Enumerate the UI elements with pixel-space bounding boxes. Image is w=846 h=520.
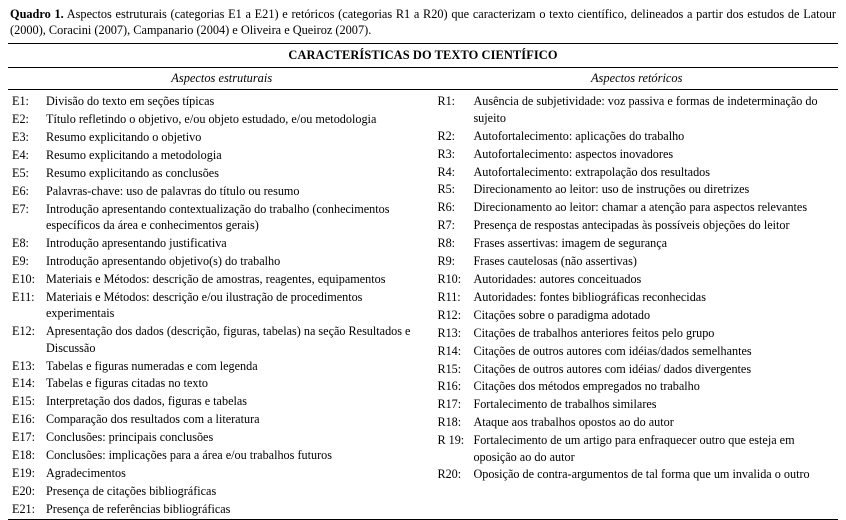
row-code: R3: <box>437 146 456 161</box>
row-text: Materiais e Métodos: descrição e/ou ilustração de procedimentos experimentais <box>46 289 363 321</box>
table-row <box>12 271 435 287</box>
table-row <box>12 93 435 109</box>
row-code: R8: <box>437 236 456 251</box>
row-code: R9: <box>437 254 456 269</box>
row-code: E4: <box>12 148 29 163</box>
row-text: Introdução apresentando objetivo(s) do trabalho <box>46 254 281 269</box>
row-text: Oposição de contra-argumentos de tal forma que um invalida o outro <box>473 467 810 482</box>
row-code: E8: <box>12 236 29 251</box>
row-text: Frases cautelosas (não assertivas) <box>473 254 637 269</box>
row-code: E15: <box>12 394 36 409</box>
table-row <box>437 217 838 233</box>
row-text: Resumo explicitando as conclusões <box>46 166 219 181</box>
row-code: R15: <box>437 361 462 376</box>
table-row <box>12 323 435 356</box>
row-text: Agradecimentos <box>46 465 126 480</box>
table-row <box>12 447 435 463</box>
table-row <box>437 93 838 126</box>
column-header-rhetorical: Aspectos retóricos <box>590 71 683 86</box>
row-text: Fortalecimento de um artigo para enfraquecer outro que esteja em oposição ao do autor <box>473 433 795 464</box>
table-caption <box>10 6 836 38</box>
row-code: R2: <box>437 128 456 143</box>
row-text: Comparação dos resultados com a literatura <box>46 412 260 427</box>
row-text: Presença de referências bibliográficas <box>46 501 231 516</box>
row-text: Ausência de subjetividade: voz passiva e formas de indeterminação do sujeito <box>473 94 818 125</box>
row-code: E3: <box>12 130 29 145</box>
table-row <box>12 183 435 199</box>
row-code: E18: <box>12 448 36 463</box>
table-row <box>12 253 435 269</box>
row-code: R14: <box>437 343 462 358</box>
row-text: Divisão do texto em seções típicas <box>46 94 215 109</box>
table-row <box>437 307 838 323</box>
row-text: Citações de trabalhos anteriores feitos pelo grupo <box>473 325 715 340</box>
row-code: R12: <box>437 307 462 322</box>
row-code: R20: <box>437 467 462 482</box>
table-row <box>437 325 838 341</box>
table-row <box>437 289 838 305</box>
row-text: Autofortalecimento: extrapolação dos resultados <box>473 164 710 179</box>
row-text: Citações dos métodos empregados no trabalho <box>473 379 700 394</box>
table-row <box>437 378 838 394</box>
table-row <box>12 235 435 251</box>
table-row <box>437 271 838 287</box>
row-text: Palavras-chave: uso de palavras do título ou resumo <box>46 183 300 198</box>
table-row <box>437 235 838 251</box>
row-text: Direcionamento ao leitor: uso de instruções ou diretrizes <box>473 182 750 197</box>
row-code: R7: <box>437 218 456 233</box>
row-text: Resumo explicitando a metodologia <box>46 148 222 163</box>
row-text: Autofortalecimento: aspectos inovadores <box>473 146 674 161</box>
row-code: E17: <box>12 430 36 445</box>
row-text: Citações sobre o paradigma adotado <box>473 307 651 322</box>
row-code: R 19: <box>437 433 465 448</box>
row-code: R5: <box>437 182 456 197</box>
table-row <box>437 466 838 482</box>
row-code: E9: <box>12 254 29 269</box>
row-text: Materiais e Métodos: descrição de amostras, reagentes, equipamentos <box>46 272 386 286</box>
table-row <box>12 429 435 445</box>
table-row <box>437 396 838 412</box>
table-row <box>12 147 435 163</box>
row-code: R10: <box>437 272 462 286</box>
table-row <box>437 181 838 197</box>
row-text: Citações de outros autores com idéias/ dados divergentes <box>473 361 752 376</box>
row-code: E20: <box>12 483 36 498</box>
row-text: Tabelas e figuras numeradas e com legenda <box>46 358 258 373</box>
characteristics-table <box>8 43 838 519</box>
row-text: Resumo explicitando o objetivo <box>46 130 202 145</box>
table-row <box>437 146 838 162</box>
table-row <box>437 432 838 465</box>
row-code: R17: <box>437 397 462 412</box>
table-row <box>12 375 435 391</box>
table-row <box>12 129 435 145</box>
row-text: Introdução apresentando contextualização do trabalho (conhecimentos específicos da área e conhecimentos gerais) <box>46 201 390 233</box>
column-rhetorical <box>435 93 838 484</box>
row-code: E7: <box>12 201 29 216</box>
row-text: Fortalecimento de trabalhos similares <box>473 397 657 412</box>
table-row <box>12 411 435 427</box>
table-row <box>437 128 838 144</box>
row-code: E21: <box>12 501 36 516</box>
table-row <box>12 165 435 181</box>
table-row <box>12 501 435 517</box>
table-column-headers <box>8 68 838 90</box>
row-text: Ataque aos trabalhos opostos ao do autor <box>473 415 674 430</box>
table-title: CARACTERÍSTICAS DO TEXTO CIENTÍFICO <box>8 44 838 68</box>
table-row <box>437 253 838 269</box>
row-text: Conclusões: principais conclusões <box>46 430 214 445</box>
row-text: Introdução apresentando justificativa <box>46 236 227 251</box>
row-text: Tabelas e figuras citadas no texto <box>46 376 208 391</box>
row-text: Presença de respostas antecipadas às possíveis objeções do leitor <box>473 218 790 233</box>
row-text: Título refletindo o objetivo, e/ou objeto estudado, e/ou metodologia <box>46 112 377 127</box>
table-row <box>12 465 435 481</box>
row-code: E6: <box>12 183 29 198</box>
row-code: R18: <box>437 415 462 430</box>
row-code: R13: <box>437 325 462 340</box>
table-row <box>437 343 838 359</box>
row-code: E14: <box>12 376 36 391</box>
row-text: Citações de outros autores com idéias/dados semelhantes <box>473 343 752 358</box>
row-text: Autoridades: autores conceituados <box>473 272 642 286</box>
row-text: Direcionamento ao leitor: chamar a atenção para aspectos relevantes <box>473 200 808 215</box>
table-row <box>437 164 838 180</box>
row-text: Apresentação dos dados (descrição, figuras, tabelas) na seção Resultados e Discussão <box>46 324 411 355</box>
row-code: E1: <box>12 94 29 109</box>
row-code: E2: <box>12 112 29 127</box>
row-text: Frases assertivas: imagem de segurança <box>473 236 668 251</box>
row-code: E12: <box>12 324 36 339</box>
row-code: R4: <box>437 164 456 179</box>
row-code: E5: <box>12 166 29 181</box>
caption-text: Aspectos estruturais (categorias E1 a E21) e retóricos (categorias R1 a R20) que caracterizam o texto científico, delineados a partir dos estudos de Latour (2000), Coracini (2007), Campanario (2004) e Oliveira e Queiroz (2007). <box>10 7 836 38</box>
table-row <box>437 199 838 215</box>
row-text: Conclusões: implicações para a área e/ou trabalhos futuros <box>46 448 332 463</box>
row-code: R16: <box>437 379 462 394</box>
row-text: Autofortalecimento: aplicações do trabalho <box>473 128 685 143</box>
row-code: E10: <box>12 272 36 286</box>
table-body <box>8 90 838 518</box>
row-code: R11: <box>437 289 461 304</box>
row-code: R6: <box>437 200 456 215</box>
row-text: Presença de citações bibliográficas <box>46 483 217 498</box>
table-row <box>437 361 838 377</box>
table-row <box>12 111 435 127</box>
table-row <box>12 393 435 409</box>
row-text: Autoridades: fontes bibliográficas reconhecidas <box>473 289 706 304</box>
table-row <box>12 483 435 499</box>
table-row <box>12 358 435 374</box>
row-code: R1: <box>437 94 456 109</box>
row-text: Interpretação dos dados, figuras e tabelas <box>46 394 248 409</box>
row-code: E16: <box>12 412 36 427</box>
column-header-structural: Aspectos estruturais <box>171 71 273 86</box>
column-structural <box>8 93 435 518</box>
row-code: E13: <box>12 358 36 373</box>
row-code: E11: <box>12 289 35 304</box>
table-row <box>437 414 838 430</box>
row-code: E19: <box>12 465 36 480</box>
table-row <box>12 289 435 322</box>
table-row <box>12 201 435 234</box>
caption-label: Quadro 1. <box>10 7 64 21</box>
